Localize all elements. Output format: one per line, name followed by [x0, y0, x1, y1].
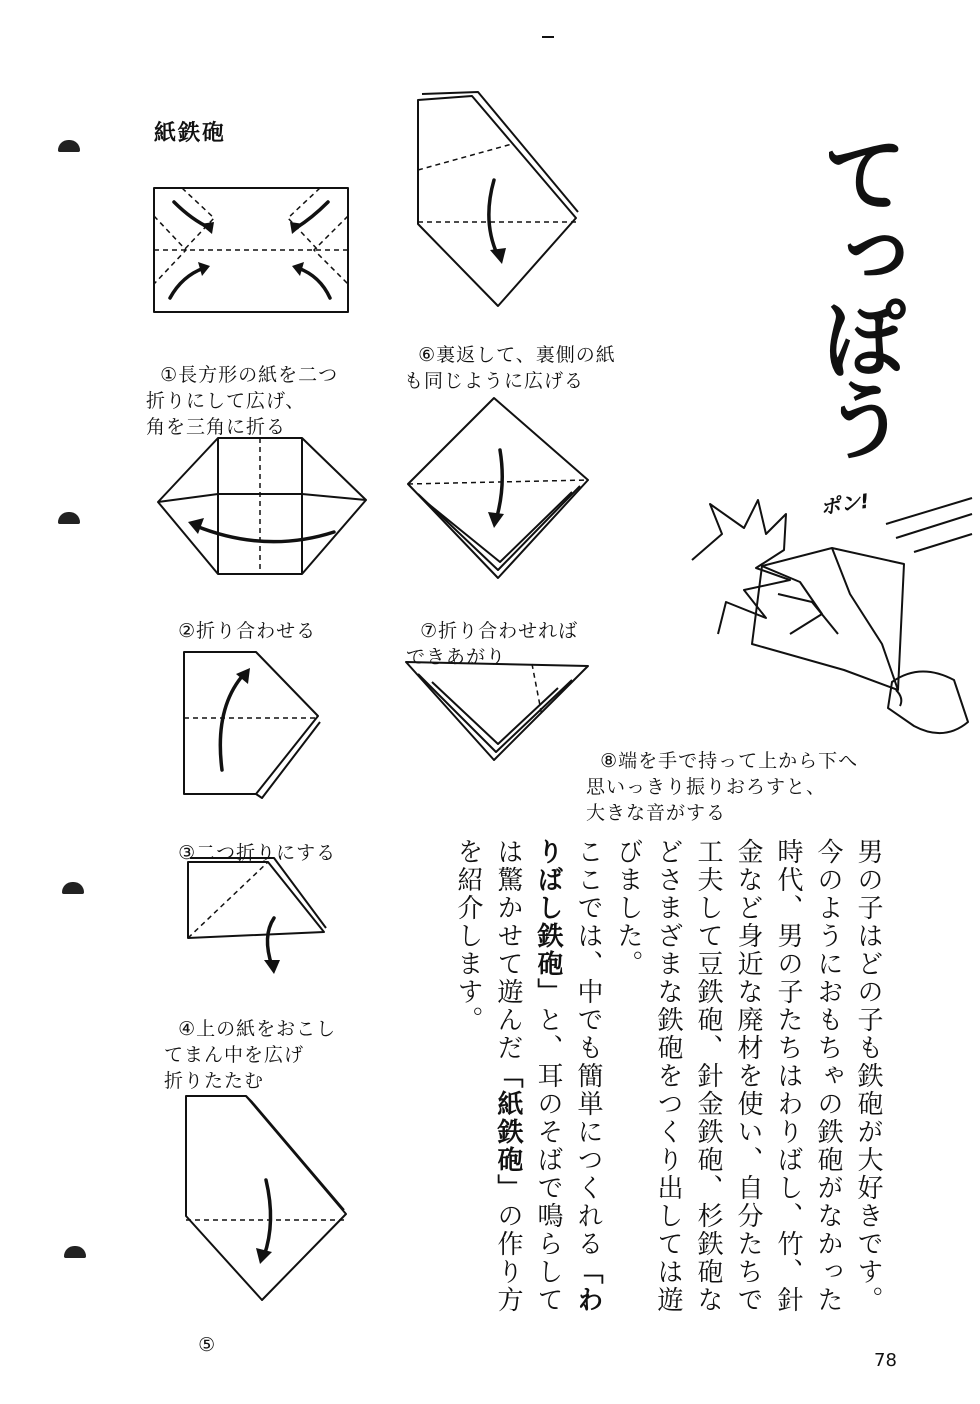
- step8-diagram: [402, 656, 592, 764]
- step-4-caption: [164, 990, 336, 1094]
- step-1-caption: [146, 336, 338, 440]
- step-2-caption: [164, 592, 316, 644]
- step-text: 端を手で持って上から下へ 思いっきり振りおろすと、 大きな音がする: [586, 750, 859, 824]
- binder-hole: [58, 512, 80, 524]
- binder-hole: [58, 140, 80, 152]
- step-5-caption: [184, 1306, 216, 1358]
- step-number: ③: [178, 842, 197, 864]
- step-text: 上の紙をおこし てまん中を広げ 折りたたむ: [164, 1018, 337, 1092]
- top-mark: [542, 36, 554, 38]
- hand-popgun-illustration: [682, 494, 974, 744]
- body-text-segment: ここでは、中でも簡単につくれる: [573, 838, 603, 1258]
- body-text: [398, 838, 888, 1338]
- step-6-caption: [404, 316, 616, 394]
- step-number: ②: [178, 620, 197, 642]
- step5-diagram: [180, 1092, 350, 1304]
- step-number: ⑤: [198, 1334, 217, 1356]
- page-number: 78: [874, 1350, 897, 1371]
- body-paragraph-1: 男の子はどの子も鉄砲が大好きです。今のようにおもちゃの鉄砲がなかった時代、男の子たちはわりばし、竹、針金など身近な廃材を使い、自分たちで工夫して豆鉄砲、針金鉄砲、杉鉄砲などさまざまな鉄砲をつくり出しては遊びました。: [613, 838, 883, 1314]
- section-title: 紙鉄砲: [154, 121, 227, 146]
- step7-diagram: [404, 394, 596, 584]
- sound-effect-label: ポン!: [818, 488, 871, 520]
- step-text: 裏返して、裏側の紙 も同じように広げる: [404, 344, 616, 392]
- step1-diagram: [152, 186, 352, 316]
- step2-diagram: [156, 434, 368, 578]
- step-number: ⑧: [600, 750, 619, 772]
- step-text: 折り合わせる: [196, 620, 317, 642]
- step-text: 二つ折りにする: [196, 842, 337, 864]
- binder-hole: [62, 882, 84, 894]
- body-text-segment: の作り方を紹介します。: [453, 838, 523, 1314]
- step-number: ①: [160, 364, 179, 386]
- body-paragraph-2: [448, 838, 608, 1338]
- step-text: 折り合わせれば できあがり: [406, 620, 579, 668]
- step-number: ⑥: [418, 344, 437, 366]
- step6-diagram: [412, 88, 582, 310]
- step4-diagram: [184, 856, 328, 976]
- binder-hole: [64, 1246, 86, 1258]
- step-number: ④: [178, 1018, 197, 1040]
- step-text: 長方形の紙を二つ 折りにして広げ、 角を三角に折る: [146, 364, 339, 438]
- step3-diagram: [180, 648, 324, 800]
- body-text-segment: と、耳のそばで鳴らしては驚かせて遊んだ: [493, 838, 563, 1314]
- page-title: てっぽう: [807, 130, 907, 458]
- body-emphasis: 「紙鉄砲」: [493, 1062, 523, 1202]
- step-number: ⑦: [420, 620, 439, 642]
- body-emphasis: 「わりばし鉄砲」: [533, 838, 603, 1314]
